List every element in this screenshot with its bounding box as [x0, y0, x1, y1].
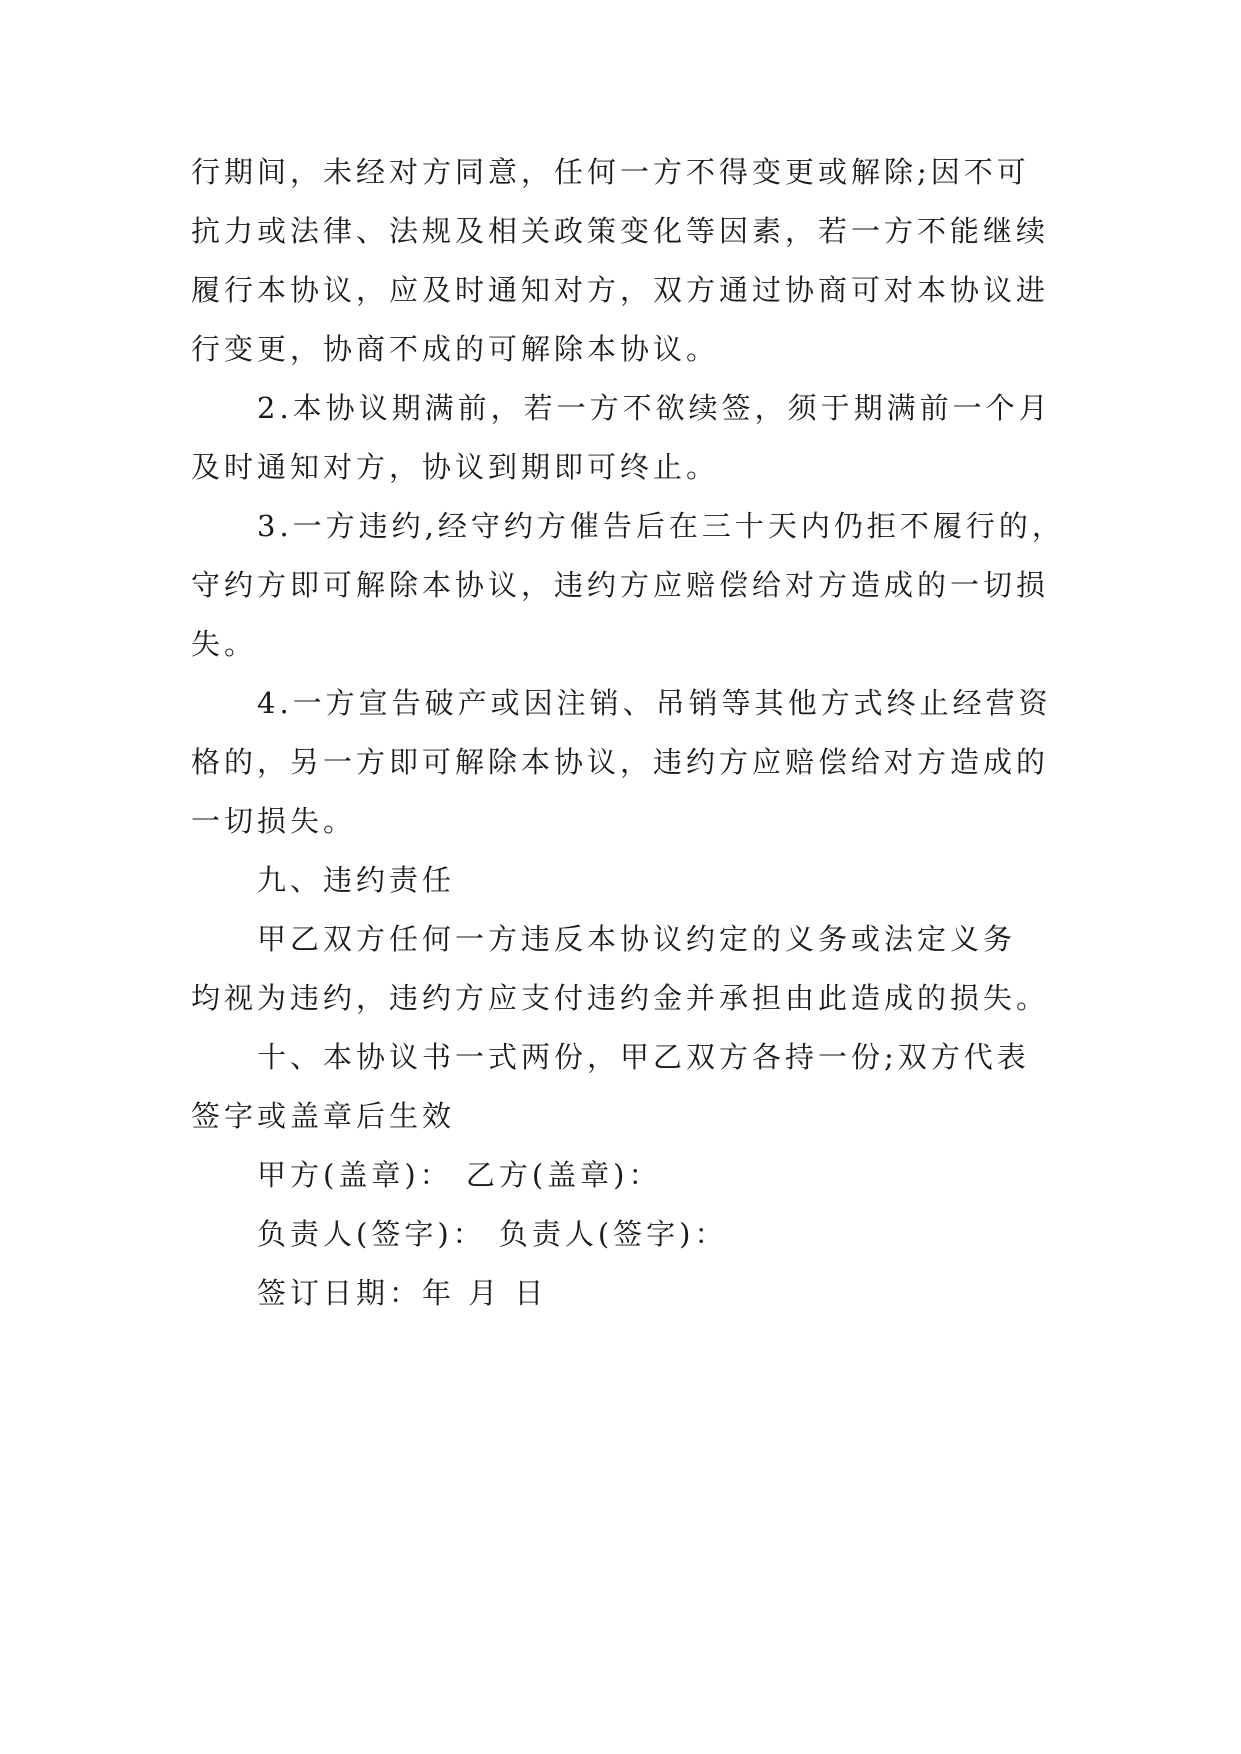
text-line: 格的，另一方即可解除本协议，违约方应赔偿给对方造成的	[191, 745, 1050, 779]
text-line: 行变更，协商不成的可解除本协议。	[191, 332, 720, 366]
clause-3-start: 3.一方违约,经守约方催告后在三十天内仍拒不履行的，	[257, 509, 1065, 543]
text-line: 签字或盖章后生效	[191, 1099, 456, 1133]
text-line: 失。	[191, 627, 258, 661]
text-line: 抗力或法律、法规及相关政策变化等因素，若一方不能继续	[191, 214, 1050, 248]
text-line: 守约方即可解除本协议，违约方应赔偿给对方造成的一切损	[191, 568, 1050, 602]
text-line: 行期间，未经对方同意，任何一方不得变更或解除;因不可	[191, 155, 1030, 189]
text-line: 一切损失。	[191, 804, 357, 838]
clause-2-start: 2.本协议期满前，若一方不欲续签，须于期满前一个月	[257, 391, 1052, 425]
signatory-line: 负责人(签字)： 负责人(签字)：	[257, 1217, 728, 1251]
text-line: 均视为违约，违约方应支付违约金并承担由此造成的损失。	[191, 981, 1050, 1015]
text-line: 甲乙双方任何一方违反本协议约定的义务或法定义务	[257, 922, 1017, 956]
section-ten-start: 十、本协议书一式两份，甲乙双方各持一份;双方代表	[257, 1040, 1030, 1074]
text-line: 及时通知对方，协议到期即可终止。	[191, 450, 720, 484]
text-line: 履行本协议，应及时通知对方，双方通过协商可对本协议进	[191, 273, 1050, 307]
party-seal-line: 甲方(盖章)： 乙方(盖章)：	[257, 1158, 662, 1192]
clause-4-start: 4.一方宣告破产或因注销、吊销等其他方式终止经营资	[257, 686, 1052, 720]
section-heading-breach-liability: 九、违约责任	[257, 863, 456, 897]
signing-date-line: 签订日期：年 月 日	[257, 1276, 548, 1310]
